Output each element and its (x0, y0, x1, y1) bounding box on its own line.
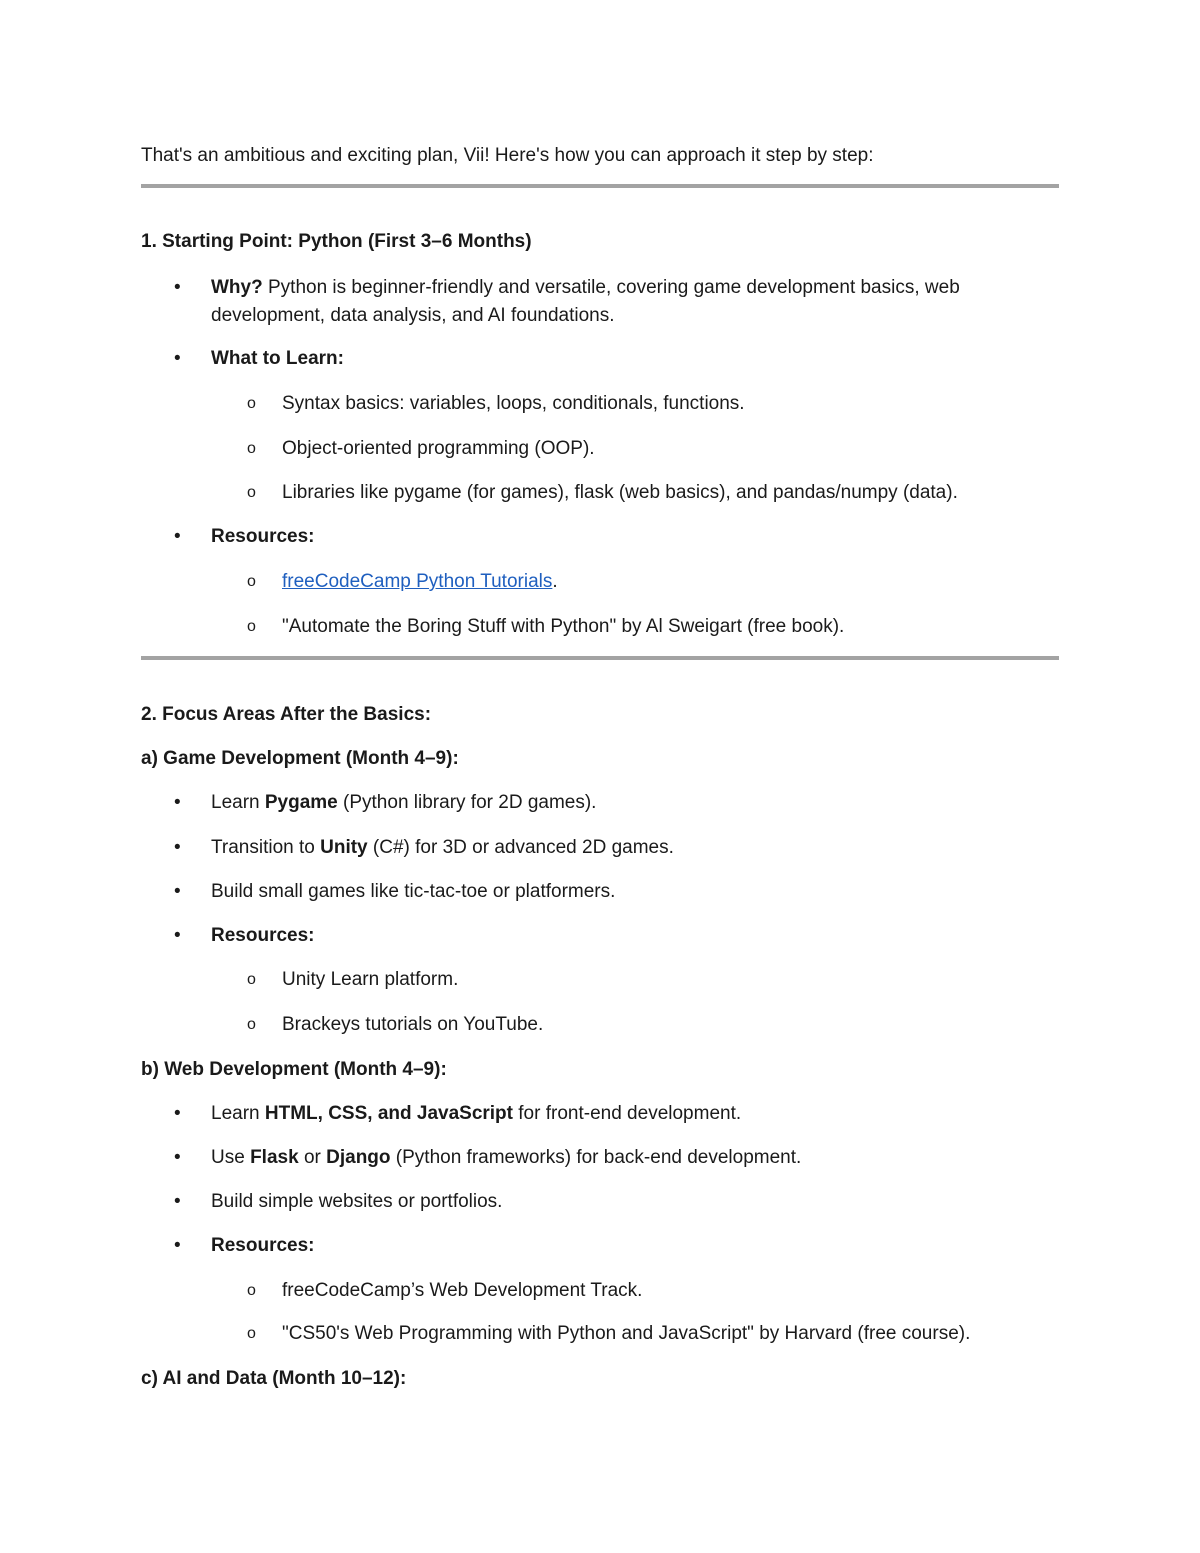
text: Learn (211, 792, 265, 813)
subsection-heading-web-dev: b) Web Development (Month 4–9): (141, 1059, 447, 1080)
bullet-icon: • (174, 925, 181, 946)
bullet-icon: • (174, 1147, 181, 1168)
subsection-heading-ai-data: c) AI and Data (Month 10–12): (141, 1368, 407, 1389)
resource-item: "CS50's Web Programming with Python and JavaScript" by Harvard (free course). (282, 1323, 971, 1344)
section-heading-python: 1. Starting Point: Python (First 3–6 Months) (141, 231, 532, 252)
bullet-icon: • (174, 1235, 181, 1256)
bullet-icon: • (174, 881, 181, 902)
text: Learn (211, 1103, 265, 1124)
list-item (211, 789, 596, 817)
why-label: Why? (211, 277, 263, 298)
bold-text: Unity (320, 837, 368, 858)
circle-bullet-icon: o (247, 484, 256, 501)
horizontal-rule (141, 184, 1059, 188)
bullet-icon: • (174, 1191, 181, 1212)
list-item (211, 834, 674, 862)
circle-bullet-icon: o (247, 573, 256, 590)
bullet-icon: • (174, 526, 181, 547)
why-paragraph (211, 274, 960, 302)
resource-item: freeCodeCamp’s Web Development Track. (282, 1280, 643, 1301)
bold-text: Django (326, 1147, 391, 1168)
bold-text: Pygame (264, 792, 338, 813)
list-item: Syntax basics: variables, loops, conditionals, functions. (282, 393, 745, 414)
resource-item: "Automate the Boring Stuff with Python" by Al Sweigart (free book). (282, 616, 845, 637)
bullet-icon: • (174, 837, 181, 858)
list-item (211, 1144, 801, 1172)
bullet-icon: • (174, 792, 181, 813)
circle-bullet-icon: o (247, 395, 256, 412)
bullet-icon: • (174, 277, 181, 298)
freecodecamp-python-link[interactable]: freeCodeCamp Python Tutorials (282, 571, 553, 592)
circle-bullet-icon: o (247, 971, 256, 988)
bullet-icon: • (174, 1103, 181, 1124)
resources-label: Resources: (211, 925, 315, 946)
horizontal-rule (141, 656, 1059, 660)
list-item: Build small games like tic-tac-toe or platformers. (211, 881, 616, 902)
text: for front-end development. (513, 1103, 742, 1124)
list-item: Libraries like pygame (for games), flask (web basics), and pandas/numpy (data). (282, 482, 958, 503)
bullet-icon: • (174, 348, 181, 369)
intro-paragraph: That's an ambitious and exciting plan, Vii! Here's how you can approach it step by step: (141, 145, 874, 166)
list-item (211, 1100, 741, 1128)
why-text-continued: development, data analysis, and AI foundations. (211, 305, 615, 326)
circle-bullet-icon: o (247, 618, 256, 635)
resource-item: Brackeys tutorials on YouTube. (282, 1014, 544, 1035)
section-heading-focus-areas: 2. Focus Areas After the Basics: (141, 704, 432, 725)
list-item: Build simple websites or portfolios. (211, 1191, 503, 1212)
bold-text: Flask (250, 1147, 299, 1168)
text: Use (211, 1147, 251, 1168)
circle-bullet-icon: o (247, 1325, 256, 1342)
circle-bullet-icon: o (247, 440, 256, 457)
resources-label: Resources: (211, 1235, 315, 1256)
text: or (298, 1147, 327, 1168)
resource-item (282, 568, 558, 596)
circle-bullet-icon: o (247, 1282, 256, 1299)
text: (Python frameworks) for back-end development. (390, 1147, 802, 1168)
text: Transition to (211, 837, 321, 858)
circle-bullet-icon: o (247, 1016, 256, 1033)
link-suffix: . (552, 571, 558, 592)
learn-label: What to Learn: (211, 348, 344, 369)
text: (C#) for 3D or advanced 2D games. (367, 837, 674, 858)
resource-item: Unity Learn platform. (282, 969, 459, 990)
text: (Python library for 2D games). (337, 792, 597, 813)
bold-text: HTML, CSS, and JavaScript (264, 1103, 513, 1124)
list-item: Object-oriented programming (OOP). (282, 438, 595, 459)
resources-label: Resources: (211, 526, 315, 547)
subsection-heading-game-dev: a) Game Development (Month 4–9): (141, 748, 459, 769)
why-text: Python is beginner-friendly and versatile, covering game development basics, web (262, 277, 960, 298)
